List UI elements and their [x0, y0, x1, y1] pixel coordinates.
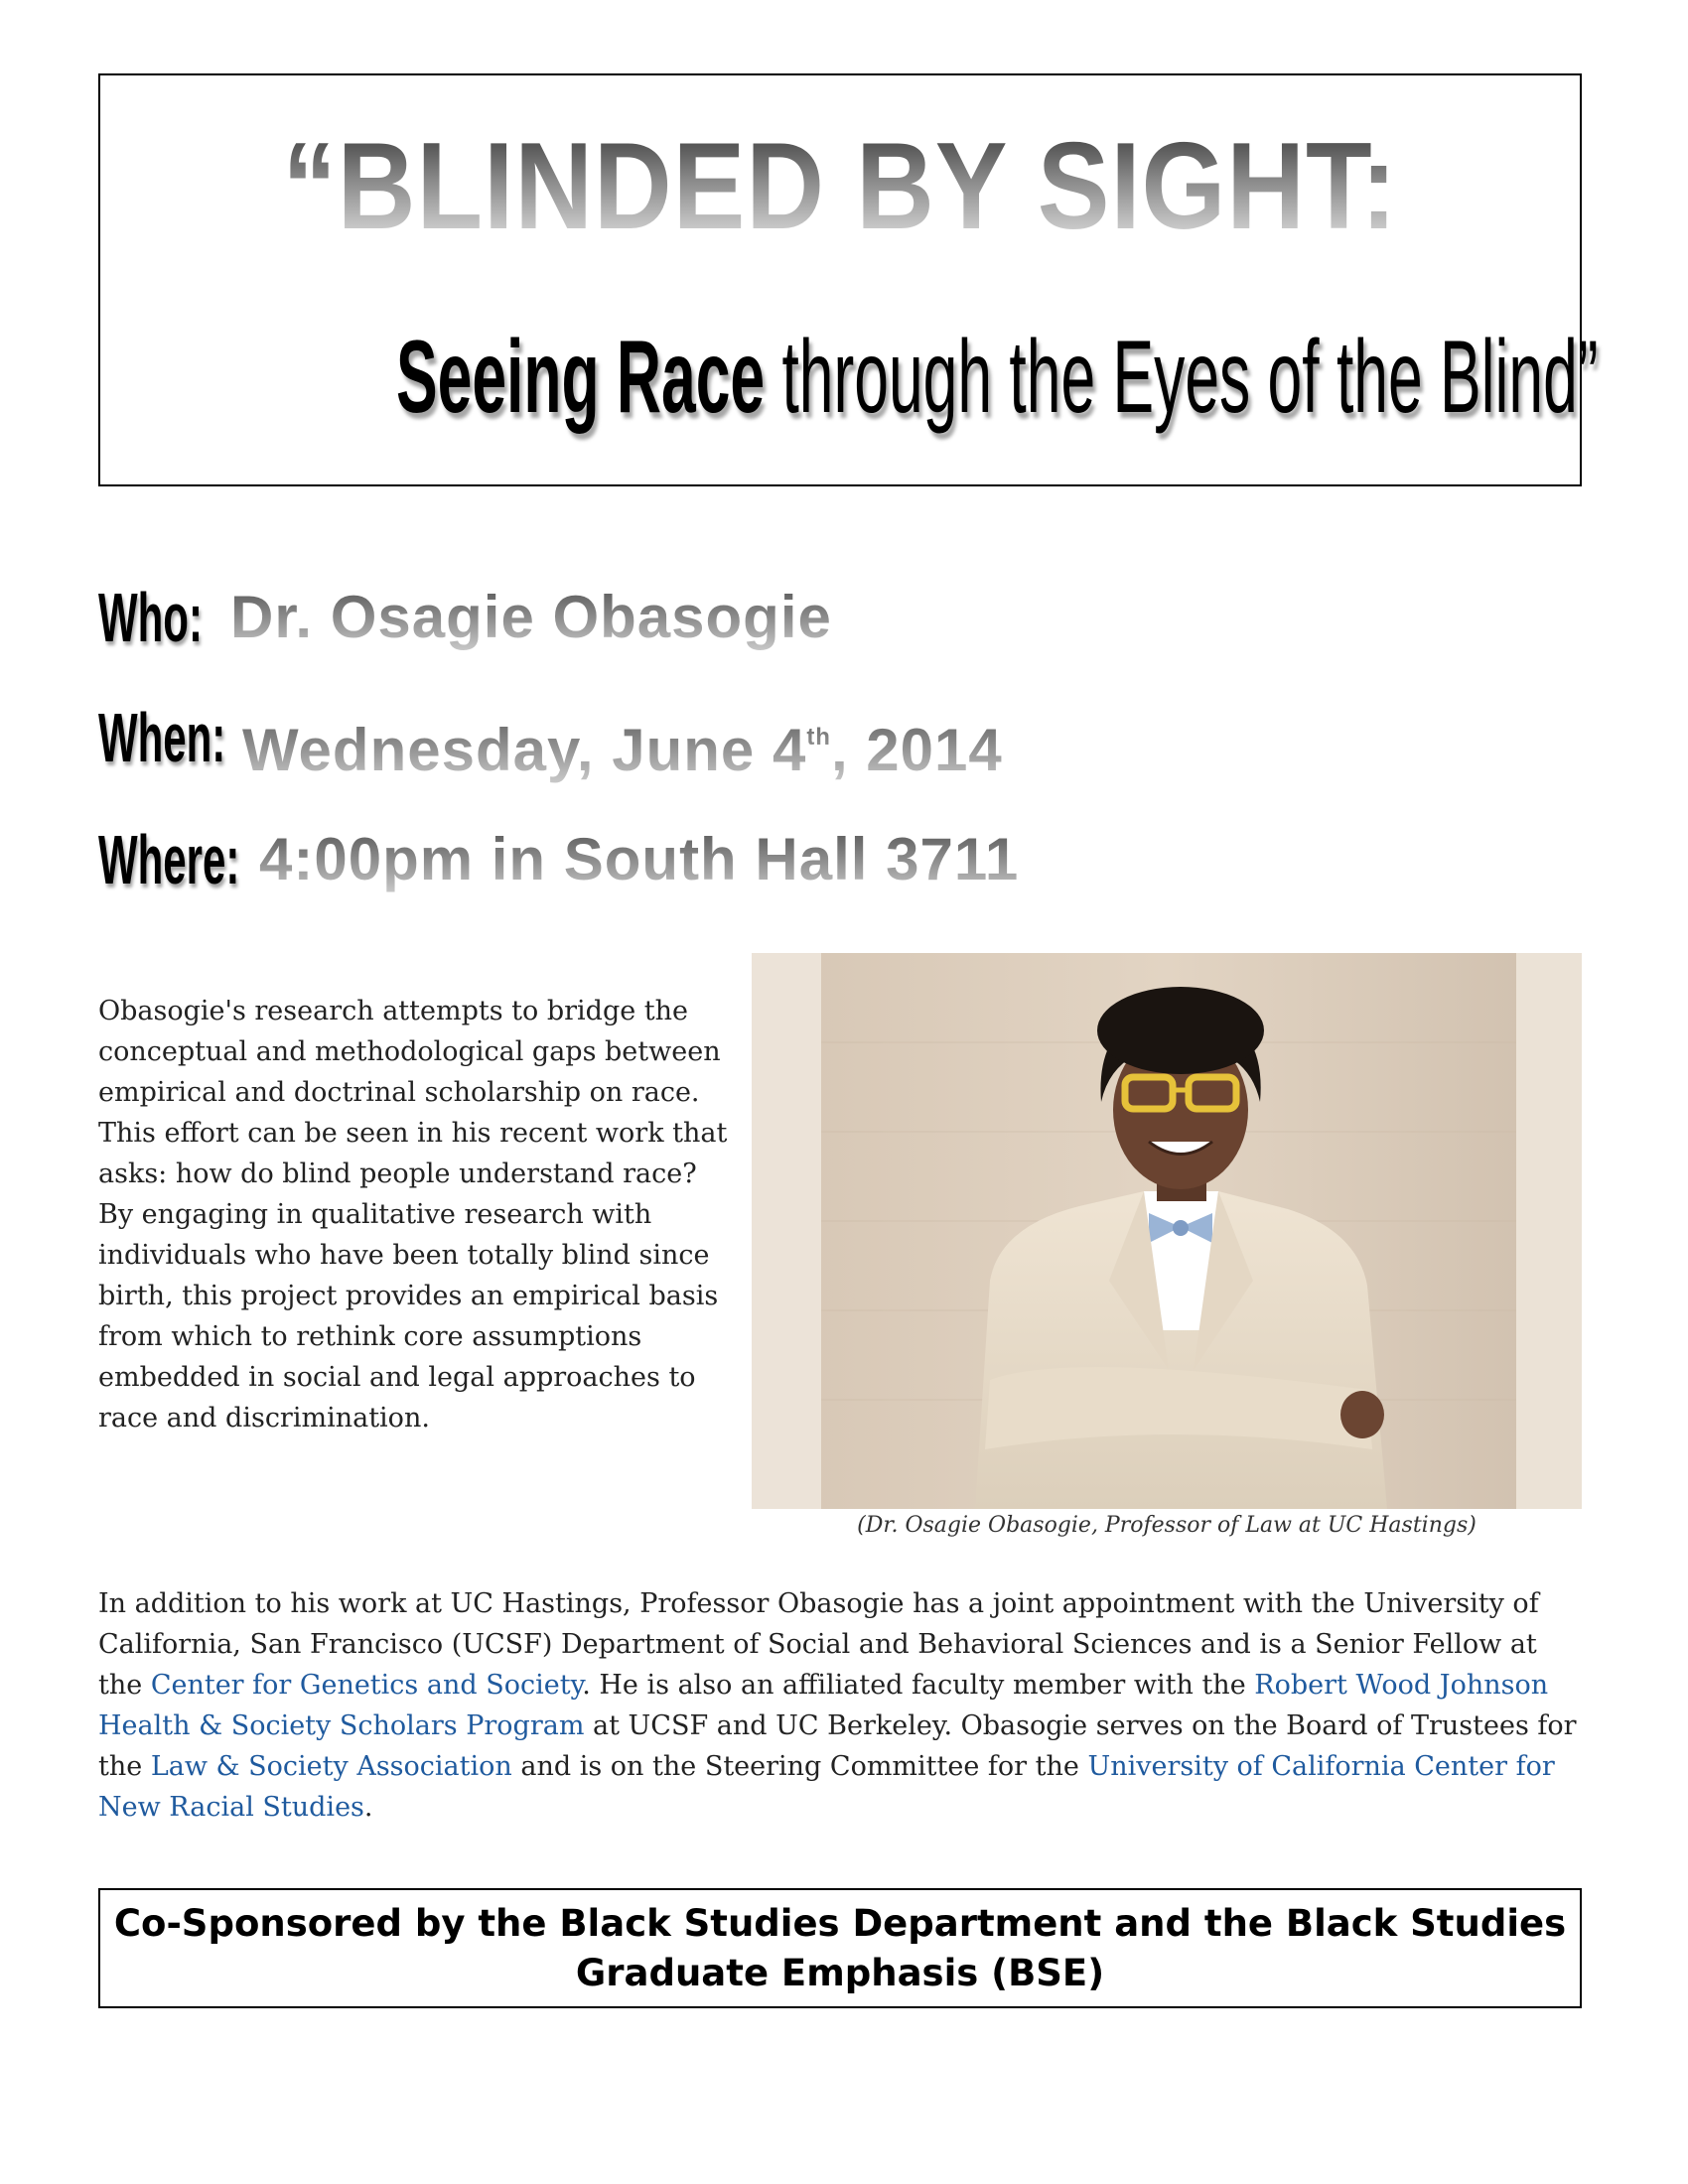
bio-text: Obasogie's research attempts to bridge the conceptual and methodological gaps between empirical and doctrinal scholarship on race. This effort can be seen in his recent work that asks: how do blind people understand race? By engaging in qualitative research with individuals who have been totally blind since birth, this project provides an empirical basis from which to rethink core assumptions embedded in social and legal approaches to race and discrimination. [98, 996, 728, 1433]
sponsor-line-2: Graduate Emphasis (BSE) [575, 1951, 1105, 1994]
link-uc-center-new-racial-studies[interactable]: University of California Center for New Racial Studies [98, 1751, 1555, 1823]
link-center-for-genetics[interactable]: Center for Genetics and Society [150, 1670, 583, 1701]
event-subtitle [395, 320, 1599, 435]
when-row [98, 698, 1003, 783]
where-value: 4:00pm in South Hall 3711 [259, 820, 1019, 899]
paragraph-text-2: . He is also an affiliated faculty member with the [582, 1670, 1255, 1701]
paragraph-text-1: In addition to his work at UC Hastings, Professor Obasogie has a joint appointment with the University of California, San Francisco (UCSF) Department of Social and Behavioral Sciences and is a Senior Fellow at the [98, 1588, 1539, 1701]
paragraph-text-3: at UCSF and UC Berkeley. Obasogie serves on the Board of Trustees for the [98, 1710, 1577, 1782]
when-year: , 2014 [830, 717, 1003, 783]
sponsor-text [114, 1899, 1566, 1998]
subtitle-part-1: Seeing [395, 320, 617, 435]
paragraph-text-4: and is on the Steering Committee for the [511, 1751, 1088, 1782]
when-date: Wednesday, June 4 [242, 717, 807, 783]
subtitle-part-2: through the Eyes of the Blind” [765, 320, 1599, 435]
when-label: When: [98, 699, 226, 776]
where-label: Where: [98, 821, 240, 898]
bio-paragraph [98, 1583, 1588, 1828]
where-row [98, 820, 1020, 899]
who-row [98, 578, 832, 657]
sponsor-line-1: Co-Sponsored by the Black Studies Department and the Black Studies [113, 1901, 1567, 1945]
who-label: Who: [98, 579, 203, 656]
link-rwj-scholars-program[interactable]: Robert Wood Johnson Health & Society Scholars Program [98, 1670, 1549, 1741]
sponsor-banner [98, 1888, 1582, 2008]
when-value [242, 698, 1003, 790]
photo-caption: (Dr. Osagie Obasogie, Professor of Law at UC Hastings) [857, 1513, 1477, 1538]
paragraph-text-5: . [363, 1792, 373, 1823]
subtitle-emphasis: Race [616, 320, 766, 435]
event-title: “BLINDED BY SIGHT: [189, 125, 1490, 248]
link-law-society-association[interactable]: Law & Society Association [150, 1751, 512, 1782]
speaker-photo [752, 953, 1582, 1509]
who-value: Dr. Osagie Obasogie [230, 578, 832, 657]
when-date-suffix: th [806, 724, 831, 751]
speaker-photo-illustration [752, 953, 1582, 1509]
title-banner [98, 73, 1599, 486]
